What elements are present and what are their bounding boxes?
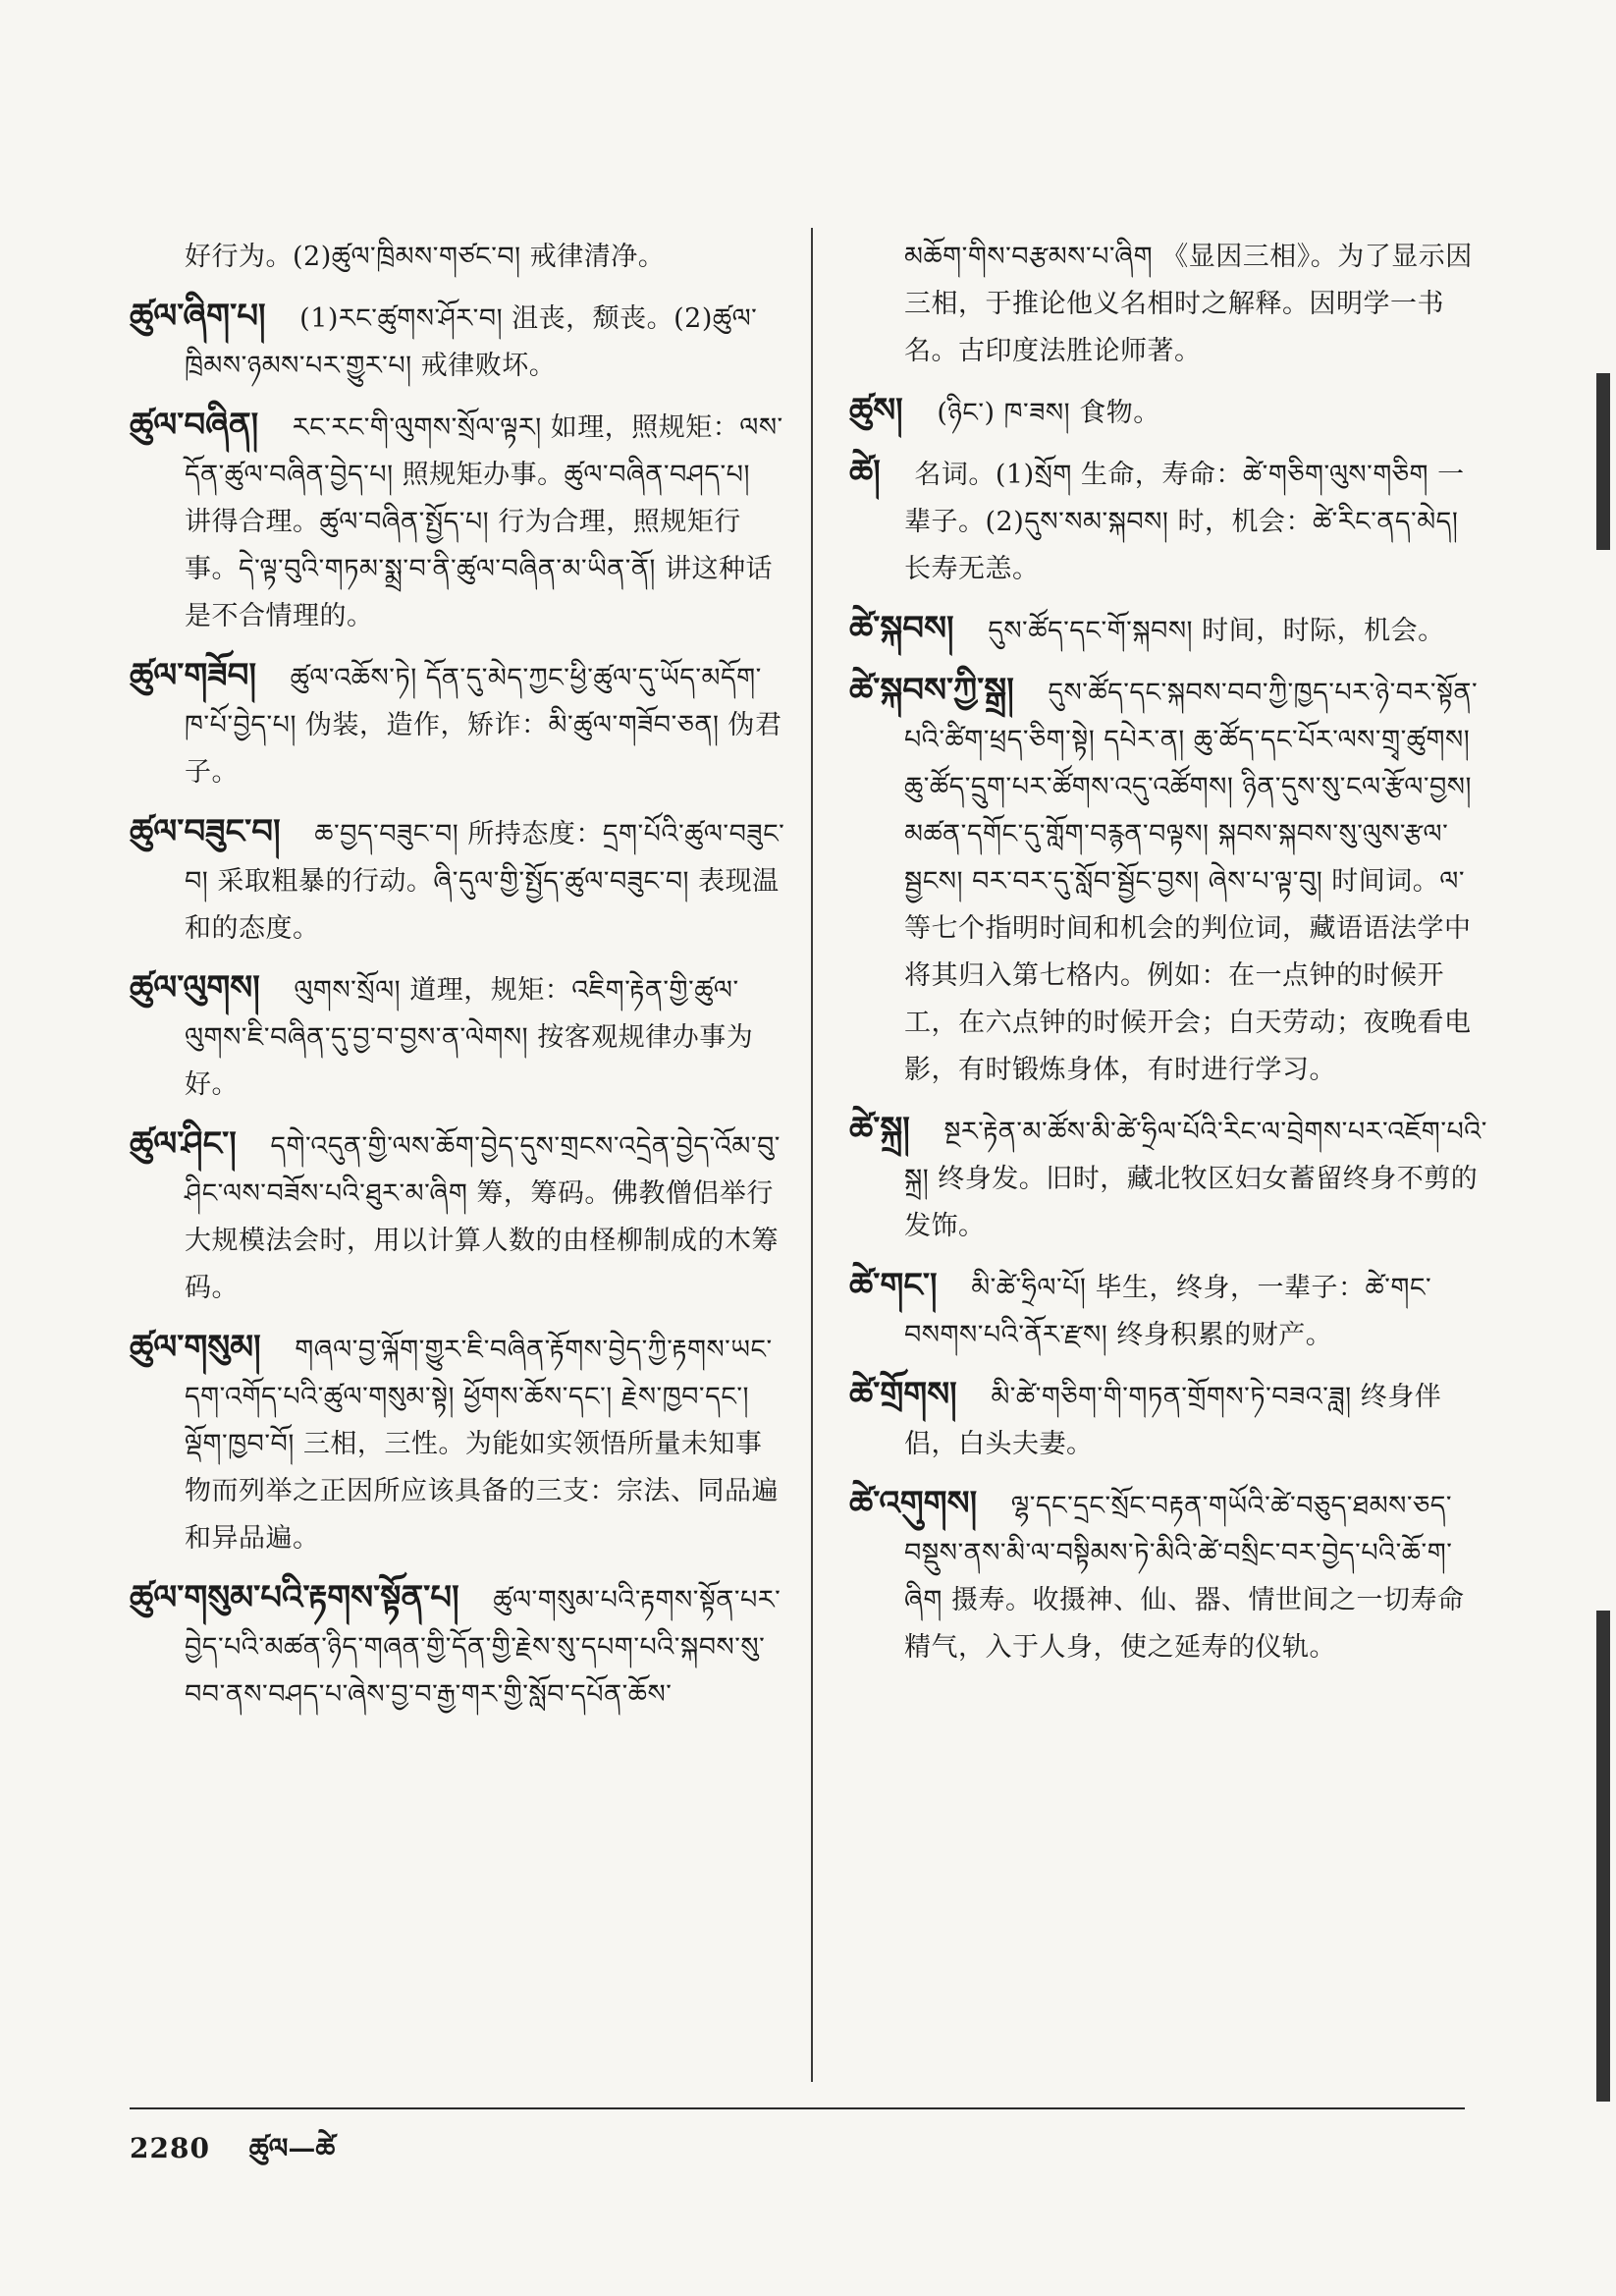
footer-rule [130, 2107, 1465, 2109]
entry [130, 1574, 785, 1719]
entry-definition: ལྷ་དང་དྲང་སྲོང་བརྟན་གཡོའི་ཚེ་བཅུད་ཐམས་ཅད་བསྡུས་ནས་མི་ལ་བསྟིམས་ཏེ་མིའི་ཚེ་བསྲིང་བར་བྱེད་པའི་ཆོ་ག་ཞིག 摄寿。收摄神、仙、器、情世间之一切寿命精气，入于人身，使之延寿的仪轨。 [904, 1491, 1465, 1663]
entry-definition: དུས་ཚོད་དང་གོ་སྐབས། 时间，时际，机会。 [988, 616, 1445, 646]
entry-definition: ཚུལ་འཆོས་ཏེ། དོན་དུ་མེད་ཀྱང་ཕྱི་ཚུལ་དུ་ཡོད་མདོག་ཁ་པོ་བྱེད་པ། 伪装，造作，矫诈：མི་ཚུལ་གཟོབ་ཅན། 伪君子。 [185, 663, 782, 788]
entry [130, 964, 785, 1109]
entry-definition: རང་རང་གི་ལུགས་སྲོལ་ལྟར། 如理，照规矩：ལས་དོན་ཚུལ་བཞིན་བྱེད་པ། 照规矩办事。ཚུལ་བཞིན་བཤད་པ། 讲得合理。ཚུལ་བཞིན་སྤྱོད་པ། 行为合理，照规矩行事。དེ་ལྟ་བུའི་གཏམ་སྨྲ་བ་ནི་ཚུལ་བཞིན་མ་ཡིན་ནོ། 讲这种话是不合情理的。 [185, 412, 783, 631]
entry-headword: ཚུལ་བཟུང་བ། [130, 812, 281, 851]
entry-headword: ཚུལ་བཞིན། [130, 406, 259, 445]
entry-definition: མི་ཚེ་ཧྲིལ་པོ། 毕生，终身，一辈子：ཚེ་གང་བསགས་པའི་ནོར་རྫས། 终身积累的财产。 [904, 1273, 1432, 1350]
entry-definition: མཆོག་གིས་བརྩམས་པ་ཞིག 《显因三相》。为了显示因三相，于推论他义名相时之解释。因明学一书名。古印度法胜论师著。 [904, 242, 1473, 366]
entry-definition: ཚུལ་གསུམ་པའི་རྟགས་སྟོན་པར་བྱེད་པའི་མཚན་ཉིད་གཞན་གྱི་དོན་གྱི་རྗེས་སུ་དཔག་པའི་སྐབས་སུ་བབ་ནས་བཤད་པ་ཞེས་བྱ་བ་རྒྱ་གར་གྱི་སློབ་དཔོན་ཆོས་ [185, 1585, 781, 1710]
entry [849, 605, 1487, 655]
entry [130, 652, 785, 796]
entry-headword: ཚེ་སྐབས་ཀྱི་སྒྲ། [849, 671, 1014, 710]
entry-headword: ཚུལ་ཤིང་། [130, 1124, 237, 1164]
entry-definition: 名词。(1)སྲོག 生命，寿命：ཚེ་གཅིག་ལུས་གཅིག 一辈子。(2)དུས་སམ་སྐབས། 时，机会：ཚེ་རིང་ནད་མེད། 长寿无恙。 [904, 460, 1465, 584]
entry [849, 667, 1487, 1094]
entry [849, 234, 1487, 375]
entry-definition: ཆ་བྱད་བཟུང་བ། 所持态度：དྲག་པོའི་ཚུལ་བཟུང་བ། 采取粗暴的行动。ཞི་དུལ་གྱི་སྤྱོད་ཚུལ་བཟུང་བ། 表现温和的态度。 [185, 819, 785, 944]
entry-headword: ཚེ་སྐབས། [849, 609, 954, 648]
page-number: 2280 [130, 2132, 210, 2164]
entry-headword: ཚུལ་གསུམ་པའི་རྟགས་སྟོན་པ། [130, 1578, 459, 1617]
entry-definition: (1)རང་ཚུགས་ཤོར་བ། 沮丧，颓丧。(2)ཚུལ་ཁྲིམས་ཉམས་པར་གྱུར་པ། 戒律败坏。 [185, 303, 758, 381]
left-column [130, 234, 785, 1730]
entry-headword: ཚུལ་གསུམ། [130, 1328, 261, 1367]
entry-headword: ཚེ། [849, 453, 881, 492]
entry-headword: ཚེ་གང་། [849, 1266, 938, 1305]
right-column [849, 234, 1487, 1683]
entry [849, 1262, 1487, 1359]
column-divider [811, 228, 813, 2082]
entry [130, 1121, 785, 1312]
scan-edge-mark [1596, 1611, 1610, 2102]
entry [130, 1324, 785, 1562]
scan-edge-mark [1596, 373, 1610, 550]
entry-headword: ཚེ་གྲོགས། [849, 1375, 957, 1414]
entry [849, 449, 1487, 593]
page-range: ཚུལ—ཚེ [248, 2132, 336, 2164]
entry-headword: ཚུལ་གཟོབ། [130, 656, 256, 695]
entry [130, 402, 785, 640]
entry [130, 293, 785, 390]
entry-definition: གཞལ་བྱ་ལྐོག་གྱུར་ཇི་བཞིན་རྟོགས་བྱེད་ཀྱི་རྟགས་ཡང་དག་འགོད་པའི་ཚུལ་གསུམ་སྟེ། ཕྱོགས་ཆོས་དང་། རྗེས་ཁྱབ་དང་། ལྡོག་ཁྱབ་བོ། 三相，三性。为能如实领悟所量未知事物而列举之正因所应该具备的三支：宗法、同品遍和异品遍。 [185, 1335, 779, 1554]
entry-headword: ཚེ་སྐྲ། [849, 1110, 910, 1149]
entry-definition: 好行为。(2)ཚུལ་ཁྲིམས་གཙང་བ། 戒律清净。 [185, 242, 666, 272]
entry-definition: ལུགས་སྲོལ། 道理，规矩：འཇིག་རྟེན་གྱི་ཚུལ་ལུགས་ཇི་བཞིན་དུ་བྱ་བ་བྱས་ན་ལེགས། 按客观规律办事为好。 [185, 975, 754, 1100]
entry-definition: དགེ་འདུན་གྱི་ལས་ཆོག་བྱེད་དུས་གྲངས་འདྲེན་བྱེད་འོམ་བུ་ཤིང་ལས་བཟོས་པའི་ཐུར་མ་ཞིག 筹，筹码。佛教僧侣举行大规模法会时，用以计算人数的由柽柳制成的木筹码。 [185, 1131, 781, 1303]
entry-headword: ཚུལ་ཞིག་པ། [130, 297, 266, 336]
entry [130, 808, 785, 953]
page-footer [130, 2117, 335, 2195]
entry-definition: (ཉིང་) ཁ་ཟས། 食物。 [937, 398, 1160, 428]
entry [130, 234, 785, 281]
entry-headword: ཚུལ་ལུགས། [130, 968, 260, 1008]
entry [849, 1371, 1487, 1468]
entry-headword: ཚུས། [849, 391, 903, 430]
entry-definition: སྔར་རྟེན་མ་ཚོས་མི་ཚེ་ཧྲིལ་པོའི་རིང་ལ་བྲེགས་པར་འཇོག་པའི་སྐྲ། 终身发。旧时，藏北牧区妇女蓄留终身不剪的发饰。 [904, 1117, 1487, 1241]
entry-definition: མི་ཚེ་གཅིག་གི་གཏན་གྲོགས་ཏེ་བཟའ་ཟླ། 终身伴侣，白头夫妻。 [904, 1382, 1442, 1459]
entry [849, 387, 1487, 437]
entry-headword: ཚེ་འགུགས། [849, 1484, 978, 1523]
entry-definition: དུས་ཚོད་དང་སྐབས་བབ་ཀྱི་ཁྱད་པར་ཉེ་བར་སྟོན་པའི་ཚིག་ཕྲད་ཅིག་སྟེ། དཔེར་ན། ཆུ་ཚོད་དང་པོར་ལས་གྲྭ་ཚུགས། ཆུ་ཚོད་དྲུག་པར་ཚོགས་འདུ་འཚོགས། ཉིན་དུས་སུ་ངལ་རྩོལ་བྱས། མཚན་དགོང་དུ་གློག་བརྙན་བལྟས། སྐབས་སྐབས་སུ་ལུས་རྩལ་སྦྱངས། བར་བར་དུ་སློབ་སྦྱོང་བྱས། ཞེས་པ་ལྟ་བུ། 时间词。ལ་等七个指明时间和机会的判位词，藏语语法学中将其归入第七格内。例如：在一点钟的时候开工，在六点钟的时候开会；白天劳动；夜晚看电影，有时锻炼身体，有时进行学习。 [904, 678, 1479, 1085]
entry [849, 1480, 1487, 1671]
entry [849, 1106, 1487, 1250]
